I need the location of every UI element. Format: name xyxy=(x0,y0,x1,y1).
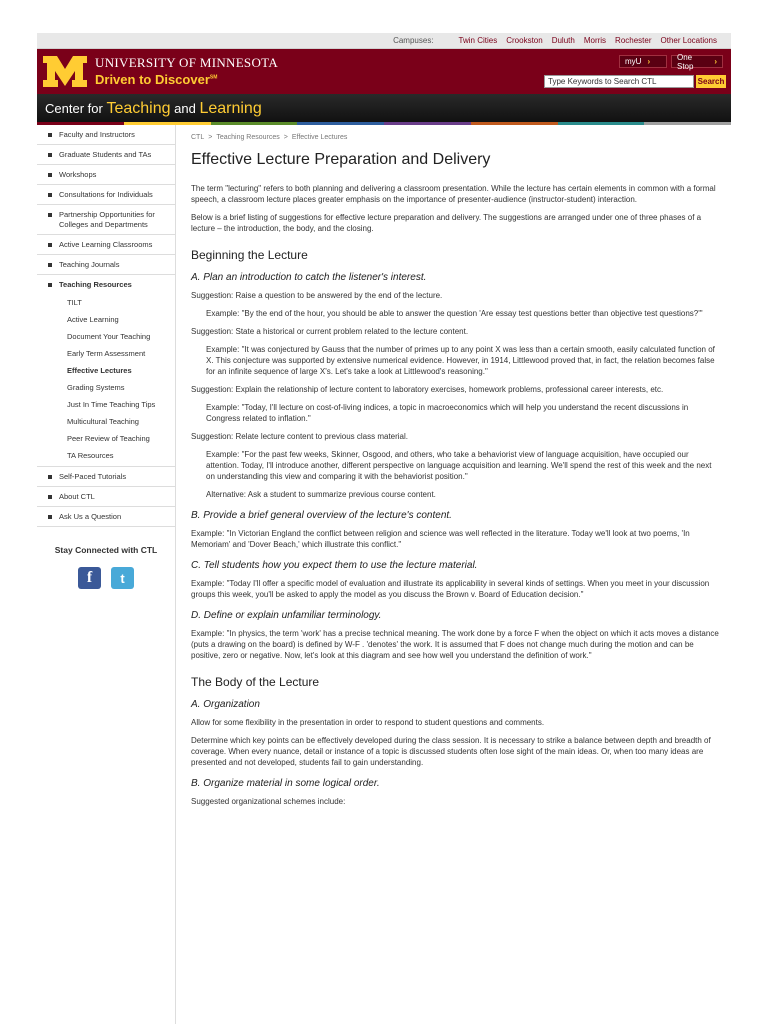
nav-item-active-learning-classrooms[interactable] xyxy=(37,235,175,255)
campuses-label: Campuses: xyxy=(393,36,434,45)
subheading-terminology: D. Define or explain unfamiliar terminology. xyxy=(191,610,382,621)
subheading-expectations: C. Tell students how you expect them to use the lecture material. xyxy=(191,560,478,571)
university-m-logo-icon[interactable] xyxy=(43,56,87,87)
bullet-icon xyxy=(48,213,52,217)
suggestion: Suggestion: State a historical or current problem related to the lecture content. xyxy=(191,327,469,336)
example: Example: "Today, I'll lecture on cost-of-living indices, a topic in macroeconomics which will help you understand the recent discussions in Congress related to inflation." xyxy=(206,403,689,423)
bullet-icon xyxy=(48,173,52,177)
nav-label: Teaching Journals xyxy=(59,260,120,269)
university-header xyxy=(37,49,731,94)
page-title: Effective Lecture Preparation and Delivery xyxy=(191,151,491,168)
subheading-logical-order: B. Organize material in some logical order. xyxy=(191,778,380,789)
subheading-overview: B. Provide a brief general overview of the lecture's content. xyxy=(191,510,452,521)
breadcrumb xyxy=(191,134,719,141)
bullet-icon xyxy=(48,133,52,137)
nav-label: Ask Us a Question xyxy=(59,512,122,521)
intro-paragraph: The term "lecturing" refers to both planning and delivering a classroom presentation. While the lecture has certain elements in common with a formal speech, a classroom lecture places greater emphasis on the importance of presenter-audience (instructor-student) interaction. xyxy=(191,184,716,204)
main-content xyxy=(175,125,731,1024)
nav-item-workshops[interactable] xyxy=(37,165,175,185)
tagline-service-mark: SM xyxy=(209,74,218,81)
social-links xyxy=(37,567,175,589)
suggestion: Suggestion: Explain the relationship of lecture content to laboratory exercises, homework problems, professional career interests, etc. xyxy=(191,385,664,394)
example: Example: "In Victorian England the conflict between religion and science was well reflected in the literature. Today we'll look at two poems, 'In Memoriam' and 'Dover Beach,' which illustrate this conflict." xyxy=(191,529,690,549)
breadcrumb-separator: > xyxy=(283,134,288,141)
ctl-title-learning: Learning xyxy=(199,100,262,117)
ctl-title[interactable] xyxy=(45,100,262,118)
body-paragraph: Determine which key points can be effectively developed during the class session. It is necessary to strike a balance between depth and breadth of coverage. When every nuance, detail or instance of a topic is discussed students often lose sight of the main ideas. Or, when too many ideas are presented and not developed, students fail to gain understanding. xyxy=(191,736,711,767)
bullet-icon xyxy=(48,515,52,519)
subheading-plan-intro: A. Plan an introduction to catch the listener's interest. xyxy=(191,272,427,283)
suggestion: Suggestion: Raise a question to be answered by the end of the lecture. xyxy=(191,291,443,300)
sub-item-effective-lectures[interactable]: Effective Lectures xyxy=(67,366,132,375)
breadcrumb-ctl[interactable]: CTL xyxy=(191,134,205,141)
example: Example: "For the past few weeks, Skinner, Osgood, and others, who take a behaviorist view of language acquisition, have occupied our attention. Today, I'll introduce another, different perspective on language acquisition and learning. We'll spend the rest of this week and the next on understanding this view and comparing it with the behaviorist position." xyxy=(206,450,712,481)
nav-label: Graduate Students and TAs xyxy=(59,150,152,159)
campus-link-morris[interactable]: Morris xyxy=(583,36,607,45)
campus-link-duluth[interactable]: Duluth xyxy=(551,36,575,45)
sub-item-jitt[interactable]: Just In Time Teaching Tips xyxy=(67,400,156,409)
stay-connected-heading: Stay Connected with CTL xyxy=(54,545,158,555)
nav-item-teaching-journals[interactable] xyxy=(37,255,175,275)
bullet-icon xyxy=(48,193,52,197)
sub-item-active-learning[interactable]: Active Learning xyxy=(67,315,119,324)
tagline xyxy=(95,72,217,87)
ctl-title-teaching: Teaching xyxy=(106,100,171,117)
myu-button[interactable] xyxy=(619,55,667,68)
university-name[interactable]: UNIVERSITY OF MINNESOTA xyxy=(95,55,279,70)
nav-label: About CTL xyxy=(59,492,95,501)
myu-arrow-icon: › xyxy=(647,57,651,66)
search-button[interactable]: Search xyxy=(697,77,725,86)
bullet-icon xyxy=(48,263,52,267)
nav-item-self-paced[interactable] xyxy=(37,467,175,487)
campus-link-other[interactable]: Other Locations xyxy=(660,36,717,45)
nav-label: Teaching Resources xyxy=(59,280,132,289)
nav-label: Workshops xyxy=(59,170,97,179)
sub-item-multicultural[interactable]: Multicultural Teaching xyxy=(67,417,139,426)
breadcrumb-current: Effective Lectures xyxy=(291,134,348,141)
campus-link-twin-cities[interactable]: Twin Cities xyxy=(458,36,498,45)
breadcrumb-separator: > xyxy=(208,134,213,141)
sub-item-grading-systems[interactable]: Grading Systems xyxy=(67,383,125,392)
ctl-banner xyxy=(37,94,731,122)
one-stop-arrow-icon: › xyxy=(714,57,717,66)
sub-item-ta-resources[interactable]: TA Resources xyxy=(67,451,114,460)
nav-label: Consultations for Individuals xyxy=(59,190,153,199)
sub-item-peer-review[interactable]: Peer Review of Teaching xyxy=(67,434,150,443)
sub-item-tilt[interactable]: TILT xyxy=(67,298,82,307)
body-paragraph: Allow for some flexibility in the presentation in order to respond to student questions and comments. xyxy=(191,718,545,727)
example: Example: "In physics, the term 'work' has a precise technical meaning. The work done by a force F when the object on which it acts moves a distance (puts a drawing on the board) is defined by W-F . 'denotes' the work. It is assumed that F does not change much during the motion and can be positive, zero or negative. Now, let's look at this diagram and see how well you understand the definition of work." xyxy=(191,629,719,660)
subheading-organization: A. Organization xyxy=(191,699,260,710)
example: Example: "Today I'll offer a specific model of evaluation and illustrate its applicability in several kinds of settings. When you meet in your discussion groups this week, you'll be asked to apply the model as you discuss the Brown v. Board of Education decision." xyxy=(191,579,710,599)
one-stop-button[interactable] xyxy=(671,52,723,71)
nav-item-ask[interactable] xyxy=(37,507,175,527)
intro-paragraph: Below is a brief listing of suggestions for effective lecture preparation and delivery. The suggestions are arranged under one of three phases of a lecture – the introduction, the body, and the closing. xyxy=(191,213,702,233)
nav-label: Active Learning Classrooms xyxy=(59,240,153,249)
bullet-icon xyxy=(48,475,52,479)
nav-item-partnership[interactable] xyxy=(37,205,175,235)
campus-bar xyxy=(37,33,731,49)
nav-label: Self-Paced Tutorials xyxy=(59,472,127,481)
one-stop-label: One Stop xyxy=(677,52,694,71)
section-heading-body: The Body of the Lecture xyxy=(191,675,320,689)
nav-item-faculty[interactable] xyxy=(37,125,175,145)
twitter-icon[interactable]: t xyxy=(111,567,134,589)
page xyxy=(37,33,731,1024)
left-navigation xyxy=(37,125,175,589)
alternative: Alternative: Ask a student to summarize previous course content. xyxy=(206,490,436,499)
myu-label: myU xyxy=(625,57,642,66)
nav-item-consultations[interactable] xyxy=(37,185,175,205)
bullet-icon xyxy=(48,153,52,157)
ctl-title-and: and xyxy=(174,101,196,116)
bullet-icon xyxy=(48,283,52,287)
nav-item-teaching-resources[interactable] xyxy=(37,275,175,294)
nav-submenu xyxy=(37,294,175,467)
example: Example: "It was conjectured by Gauss that the number of primes up to any point X was less than a certain smooth, easily calculated function of X. This conjecture was supported by extensive numerical evidence. However, in 1914, Littlewood proved that, in fact, the relation becomes false for an infinite sequence of large X's. Let's take a look at Littlewood's reasoning." xyxy=(206,345,715,376)
facebook-icon[interactable]: f xyxy=(78,567,101,589)
campus-link-rochester[interactable]: Rochester xyxy=(615,36,652,45)
body-paragraph: Suggested organizational schemes include: xyxy=(191,797,346,806)
nav-label: Partnership Opportunities for Colleges and Departments xyxy=(59,210,155,229)
bullet-icon xyxy=(48,495,52,499)
nav-item-grad-students[interactable] xyxy=(37,145,175,165)
campus-link-crookston[interactable]: Crookston xyxy=(506,36,543,45)
bullet-icon xyxy=(48,243,52,247)
example: Example: "By the end of the hour, you should be able to answer the question 'Are essay test questions better than objective test questions?'" xyxy=(206,309,703,318)
breadcrumb-teaching-resources[interactable]: Teaching Resources xyxy=(216,134,280,141)
suggestion: Suggestion: Relate lecture content to previous class material. xyxy=(191,432,409,441)
ctl-title-pre: Center for xyxy=(45,101,103,116)
nav-item-about[interactable] xyxy=(37,487,175,507)
nav-label: Faculty and Instructors xyxy=(59,130,135,139)
sub-item-document-teaching[interactable]: Document Your Teaching xyxy=(67,332,151,341)
sub-item-early-term[interactable]: Early Term Assessment xyxy=(67,349,146,358)
section-heading-beginning: Beginning the Lecture xyxy=(191,248,308,262)
tagline-text: Driven to Discover xyxy=(95,72,210,87)
search-input[interactable] xyxy=(544,75,694,88)
